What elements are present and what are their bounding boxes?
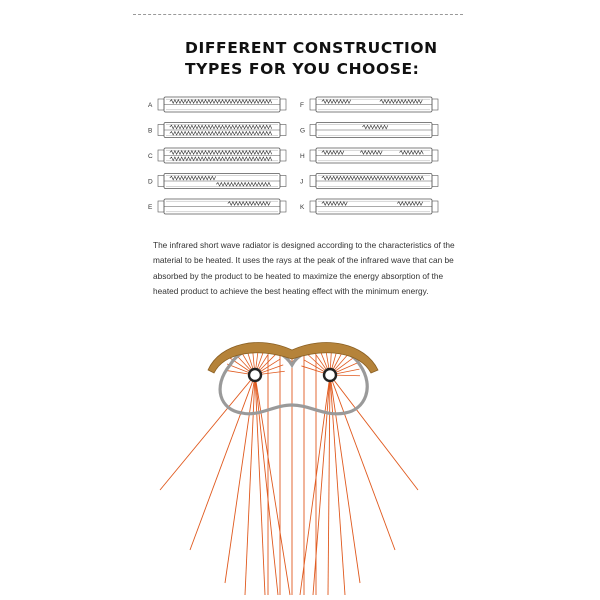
tube-h bbox=[300, 148, 438, 163]
description-text: The infrared short wave radiator is designed according to the characteristics of the material to be heated. It uses the rays at the peak of the infrared wave that can be absorbed by the product to be heated to maximize the energy absorption of the heated product to achieve the best heating effect with the minimum energy. bbox=[153, 240, 455, 297]
infrared-rays bbox=[160, 345, 418, 595]
tube-label: E bbox=[148, 204, 153, 211]
left-filament bbox=[249, 369, 261, 381]
construction-types-diagram bbox=[0, 0, 600, 230]
tube-f bbox=[300, 97, 438, 112]
tube-c bbox=[148, 148, 286, 163]
title-line-2: TYPES FOR YOU CHOOSE: bbox=[185, 60, 420, 78]
tube-a bbox=[148, 97, 286, 112]
tube-label: J bbox=[300, 178, 304, 186]
tube-e bbox=[148, 199, 286, 214]
tube-label: F bbox=[300, 102, 304, 109]
tube-k bbox=[300, 199, 438, 214]
tube-label: D bbox=[148, 178, 153, 186]
tube-b bbox=[148, 123, 286, 138]
tube-label: G bbox=[300, 127, 306, 135]
tube-label: H bbox=[300, 153, 305, 160]
tube-j bbox=[300, 174, 438, 189]
tube-label: C bbox=[148, 153, 153, 160]
title-line-1: DIFFERENT CONSTRUCTION bbox=[185, 39, 438, 57]
tube-g bbox=[300, 123, 438, 138]
tube-d bbox=[148, 174, 286, 189]
tube-label: B bbox=[148, 127, 153, 135]
right-filament bbox=[324, 369, 336, 381]
tube-label: K bbox=[300, 204, 305, 211]
twin-tube-radiator-illustration bbox=[150, 325, 450, 600]
tube-label: A bbox=[148, 102, 153, 109]
